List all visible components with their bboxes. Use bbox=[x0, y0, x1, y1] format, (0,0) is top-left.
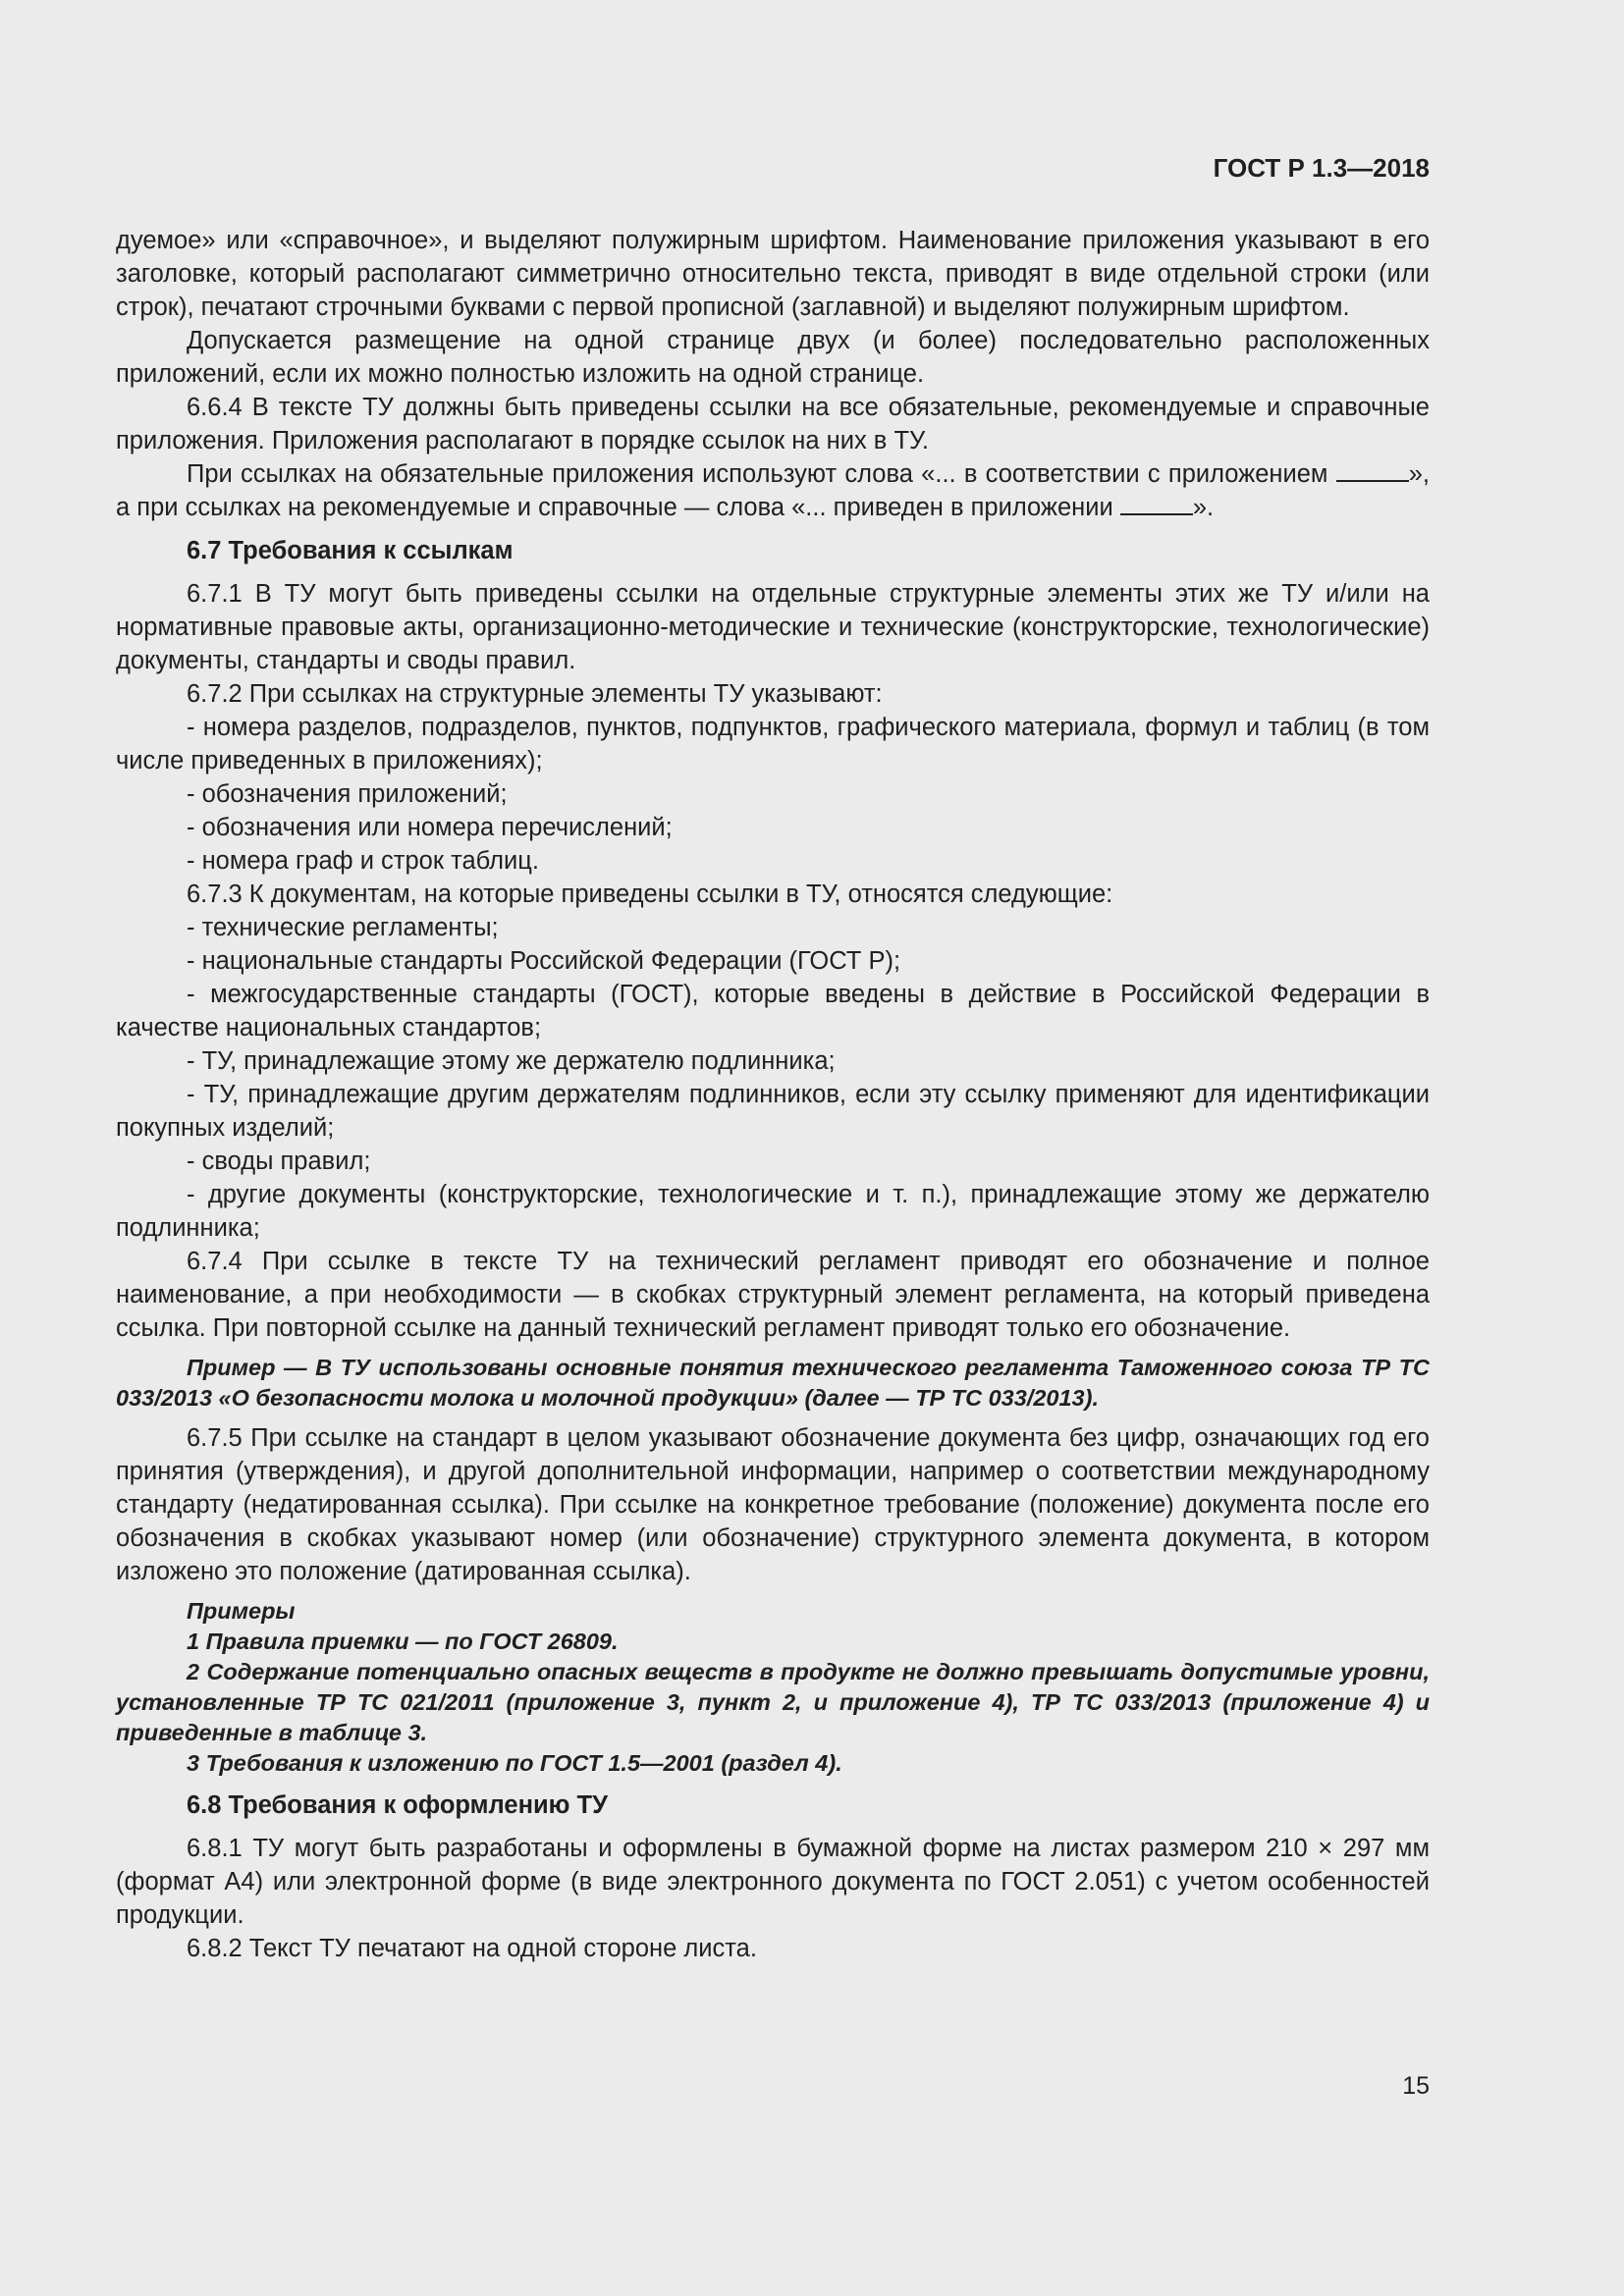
text-fragment: », а при ссылках на рекомендуемые и справочные — слова «... приведен в приложении bbox=[116, 460, 1430, 521]
paragraph: Допускается размещение на одной странице двух (и более) последовательно расположенных приложений, если их можно полностью изложить на одной странице. bbox=[116, 327, 1430, 388]
paragraph-6-7-1: 6.7.1 В ТУ могут быть приведены ссылки на отдельные структурные элементы этих же ТУ и/или на нормативные правовые акты, организационно-методические и технические (конструкторские, технологические) документы, стандарты и своды правил. bbox=[116, 580, 1430, 674]
page-header-doc-code: ГОСТ Р 1.3—2018 bbox=[1213, 153, 1430, 183]
paragraph: дуемое» или «справочное», и выделяют полужирным шрифтом. Наименование приложения указывают в его заголовке, который располагают симметрично относительно текста, приводят в виде отдельной строки (или строк), печатают строчными буквами с первой прописной (заглавной) и выделяют полужирным шрифтом. bbox=[116, 227, 1430, 321]
paragraph-6-7-2: 6.7.2 При ссылках на структурные элементы ТУ указывают: bbox=[187, 680, 883, 708]
list-item: - номера разделов, подразделов, пунктов, подпунктов, графического материала, формул и таблиц (в том числе приведенных в приложениях); bbox=[116, 714, 1430, 774]
paragraph-6-7-4: 6.7.4 При ссылке в тексте ТУ на технический регламент приводят его обозначение и полное наименование, а при необходимости — в скобках структурный элемент регламента, на который приведена ссылка. При повторной ссылке на данный технический регламент приводят только его обозначение. bbox=[116, 1248, 1430, 1342]
list-item: - обозначения или номера перечислений; bbox=[187, 814, 673, 841]
example-item: 3 Требования к изложению по ГОСТ 1.5—2001 (раздел 4). bbox=[187, 1750, 842, 1776]
text-fragment: При ссылках на обязательные приложения используют слова «... в соответствии с приложением bbox=[187, 460, 1336, 488]
list-item: - номера граф и строк таблиц. bbox=[187, 847, 539, 875]
list-item: - ТУ, принадлежащие другим держателям подлинников, если эту ссылку применяют для идентификации покупных изделий; bbox=[116, 1081, 1430, 1142]
paragraph-6-8-1: 6.8.1 ТУ могут быть разработаны и оформлены в бумажной форме на листах размером 210 × 297 мм (формат А4) или электронной форме (в виде электронного документа по ГОСТ 2.051) с учетом особенностей продукции. bbox=[116, 1835, 1430, 1929]
list-item: - другие документы (конструкторские, технологические и т. п.), принадлежащие этому же держателю подлинника; bbox=[116, 1181, 1430, 1242]
text-fragment: ». bbox=[1192, 494, 1215, 521]
paragraph-6-7-5: 6.7.5 При ссылке на стандарт в целом указывают обозначение документа без цифр, означающих год его принятия (утверждения), и другой дополнительной информации, например о соответствии международному стандарту (недатированная ссылка). При ссылке на конкретное требование (положение) документа после его обозначения в скобках указывают номер (или обозначение) структурного элемента документа, в котором изложено это положение (датированная ссылка). bbox=[116, 1424, 1430, 1585]
examples-title: Примеры bbox=[187, 1598, 296, 1624]
paragraph-annex-references bbox=[116, 457, 1430, 524]
list-item: - ТУ, принадлежащие этому же держателю подлинника; bbox=[187, 1047, 836, 1075]
list-item: - национальные стандарты Российской Федерации (ГОСТ Р); bbox=[187, 947, 901, 975]
paragraph-6-7-3: 6.7.3 К документам, на которые приведены ссылки в ТУ, относятся следующие: bbox=[187, 881, 1113, 908]
example-note: Пример — В ТУ использованы основные понятия технического регламента Таможенного союза ТР ТС 033/2013 «О безопасности молока и молочной продукции» (далее — ТР ТС 033/2013). bbox=[116, 1355, 1430, 1411]
list-item: - обозначения приложений; bbox=[187, 780, 508, 808]
section-heading-6-8: 6.8 Требования к оформлению ТУ bbox=[187, 1791, 608, 1819]
blank-line bbox=[1120, 494, 1193, 515]
list-item: - межгосударственные стандарты (ГОСТ), которые введены в действие в Российской Федерации в качестве национальных стандартов; bbox=[116, 981, 1430, 1041]
page-number: 15 bbox=[1402, 2072, 1430, 2100]
example-item: 2 Содержание потенциально опасных веществ в продукте не должно превышать допустимые уровни, установленные ТР ТС 021/2011 (приложение 3, пункт 2, и приложение 4), ТР ТС 033/2013 (приложение 4) и приведенные в таблице 3. bbox=[116, 1659, 1430, 1745]
blank-line bbox=[1336, 460, 1409, 482]
section-heading-6-7: 6.7 Требования к ссылкам bbox=[187, 537, 514, 564]
example-item: 1 Правила приемки — по ГОСТ 26809. bbox=[187, 1629, 619, 1654]
examples-block bbox=[116, 1596, 1430, 1779]
paragraph-6-6-4: 6.6.4 В тексте ТУ должны быть приведены ссылки на все обязательные, рекомендуемые и справочные приложения. Приложения располагают в порядке ссылок на них в ТУ. bbox=[116, 394, 1430, 454]
document-body bbox=[116, 224, 1430, 1965]
list-item: - своды правил; bbox=[187, 1148, 371, 1175]
paragraph-6-8-2: 6.8.2 Текст ТУ печатают на одной стороне листа. bbox=[187, 1935, 757, 1962]
list-item: - технические регламенты; bbox=[187, 914, 499, 941]
